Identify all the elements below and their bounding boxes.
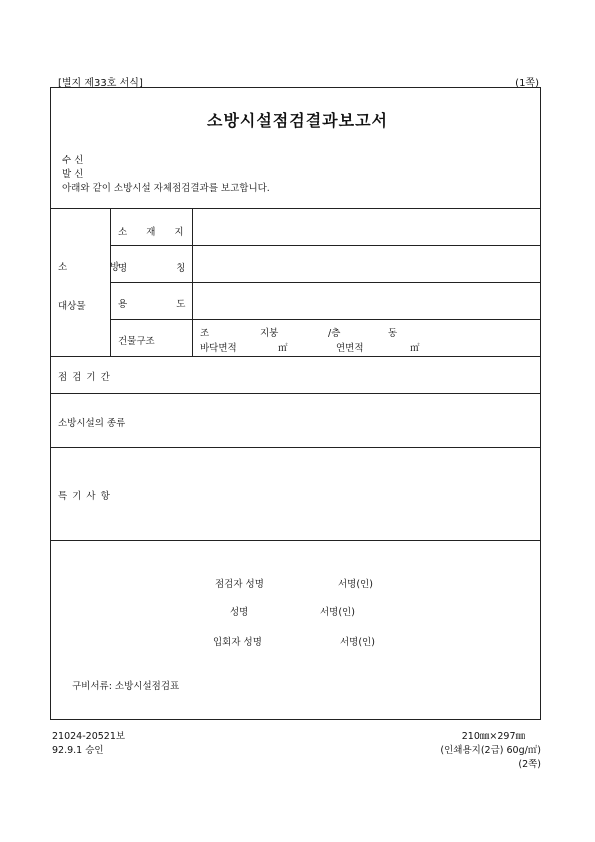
divider [192,208,193,356]
structure-buildings: 동 [388,328,398,339]
floor-area-unit: ㎡ [278,343,288,354]
target-group-label-bottom: 대상물 [58,301,86,312]
divider [110,245,541,246]
structure-label: 건물구조 [118,336,155,347]
floor-area-label: 바닥면적 [200,343,237,354]
form-number: [별지 제33호 서식] [58,78,143,89]
name-signature[interactable]: 서명(인) [320,607,355,618]
approval-date: 92.9.1 승인 [52,745,104,756]
target-group-label-top-text: 소 방 [58,262,140,273]
name-field[interactable] [194,247,539,281]
paper-spec: (인쇄용지(2급) 60g/㎡) [440,745,541,756]
witness-signature[interactable]: 서명(인) [340,637,375,648]
inspector-signature[interactable]: 서명(인) [338,579,373,590]
target-group-label-top [58,259,140,273]
total-area-unit: ㎡ [410,343,420,354]
inspector-name-label: 점검자 성명 [215,579,264,590]
structure-roof: 지붕 [260,328,279,339]
name-label-2: 성명 [230,607,249,618]
divider [50,447,541,448]
attachment-text: 구비서류: 소방시설점검표 [72,681,180,692]
structure-type: 조 [200,328,210,339]
address-label: 소 재 지 [118,227,184,238]
divider [50,540,541,541]
witness-name-label: 입회자 성명 [213,637,262,648]
remarks-label: 특 기 사 항 [58,491,111,502]
statement-text: 아래와 같이 소방시설 자체점검결과를 보고합니다. [62,183,270,194]
page-two-marker: (2쪽) [518,759,541,770]
total-area-label: 연면적 [336,343,364,354]
usage-field[interactable] [194,284,539,318]
address-field[interactable] [194,210,539,244]
inspection-period-label: 점 검 기 간 [58,372,111,383]
usage-label: 용 도 [118,299,186,310]
recipient-label: 수 신 [62,155,84,166]
page-title: 소방시설점검결과보고서 [206,111,389,130]
divider [110,319,541,320]
divider [50,356,541,357]
divider [50,208,541,209]
facility-types-label: 소방시설의 종류 [58,418,126,429]
divider [110,208,111,356]
divider [110,282,541,283]
divider [50,393,541,394]
name-label: 명 칭 [118,263,186,274]
paper-size: 210㎜×297㎜ [461,731,525,742]
form-code: 21024-20521보 [52,731,126,742]
sender-label: 발 신 [62,169,84,180]
structure-floors: /층 [328,328,341,339]
page-number: (1쪽) [515,78,539,89]
